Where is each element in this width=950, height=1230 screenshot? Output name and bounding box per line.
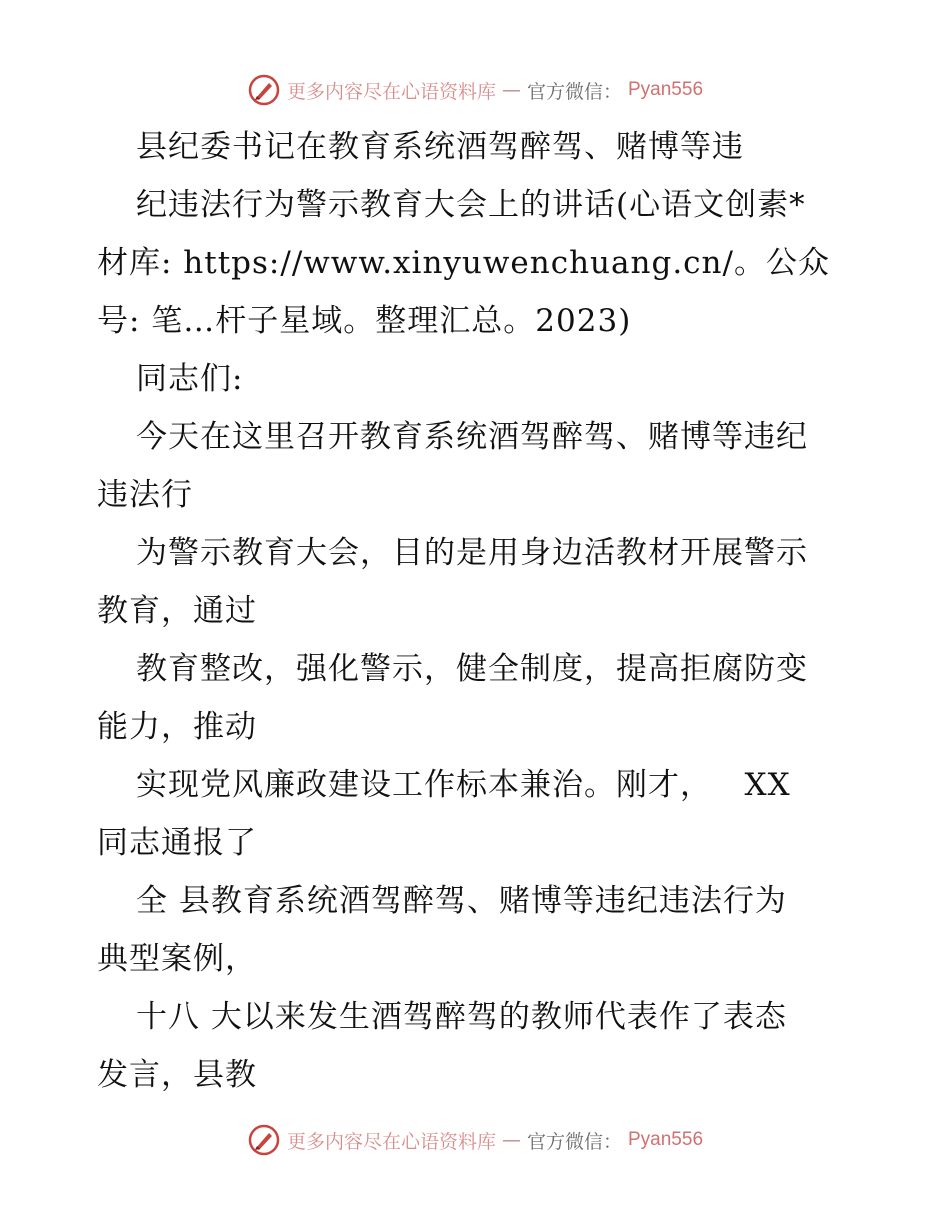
body-line: 教育，通过 xyxy=(97,593,257,629)
banner-slogan: 更多内容尽在心语资料库 xyxy=(286,1130,496,1153)
logo-icon xyxy=(247,73,281,107)
banner-separator: — xyxy=(501,1129,521,1151)
body-line: 同志通报了 xyxy=(97,825,257,861)
banner-wechat-id: Pyan556 xyxy=(628,79,704,100)
body-line: 违法行 xyxy=(97,477,193,513)
salutation: 同志们: xyxy=(136,361,244,397)
banner-slogan: 更多内容尽在心语资料库 xyxy=(286,80,496,103)
banner-wechat-label: 官方微信： xyxy=(526,1130,622,1153)
body-line: 今天在这里召开教育系统酒驾醉驾、赌博等违纪 xyxy=(136,419,808,455)
title-line-3: 材库: https://www.xinyuwenchuang.cn/。公众 xyxy=(97,245,830,281)
title-line-2: 纪违法行为警示教育大会上的讲话(心语文创素* xyxy=(136,187,806,223)
banner-separator: — xyxy=(501,79,521,101)
footer-banner xyxy=(0,1120,950,1160)
logo-icon xyxy=(247,1123,281,1157)
banner-wechat-label: 官方微信： xyxy=(526,80,622,103)
body-line: 十八 大以来发生酒驾醉驾的教师代表作了表态 xyxy=(136,999,787,1035)
title-line-1: 县纪委书记在教育系统酒驾醉驾、赌博等违 xyxy=(136,129,744,165)
body-line: 全 县教育系统酒驾醉驾、赌博等违纪违法行为 xyxy=(136,883,787,919)
body-line: 典型案例， xyxy=(97,941,257,977)
header-banner xyxy=(0,70,950,110)
body-line: 能力，推动 xyxy=(97,709,257,745)
banner-wechat-id: Pyan556 xyxy=(628,1129,704,1150)
body-line: 为警示教育大会，目的是用身边活教材开展警示 xyxy=(136,535,808,571)
body-line: 实现党风廉政建设工作标本兼治。刚才， XX xyxy=(136,767,791,803)
body-line: 教育整改，强化警示，健全制度，提高拒腐防变 xyxy=(136,651,808,687)
body-line: 发言，县教 xyxy=(97,1057,257,1093)
title-line-4: 号: 笔…杆子星域。整理汇总。2023) xyxy=(97,303,632,339)
